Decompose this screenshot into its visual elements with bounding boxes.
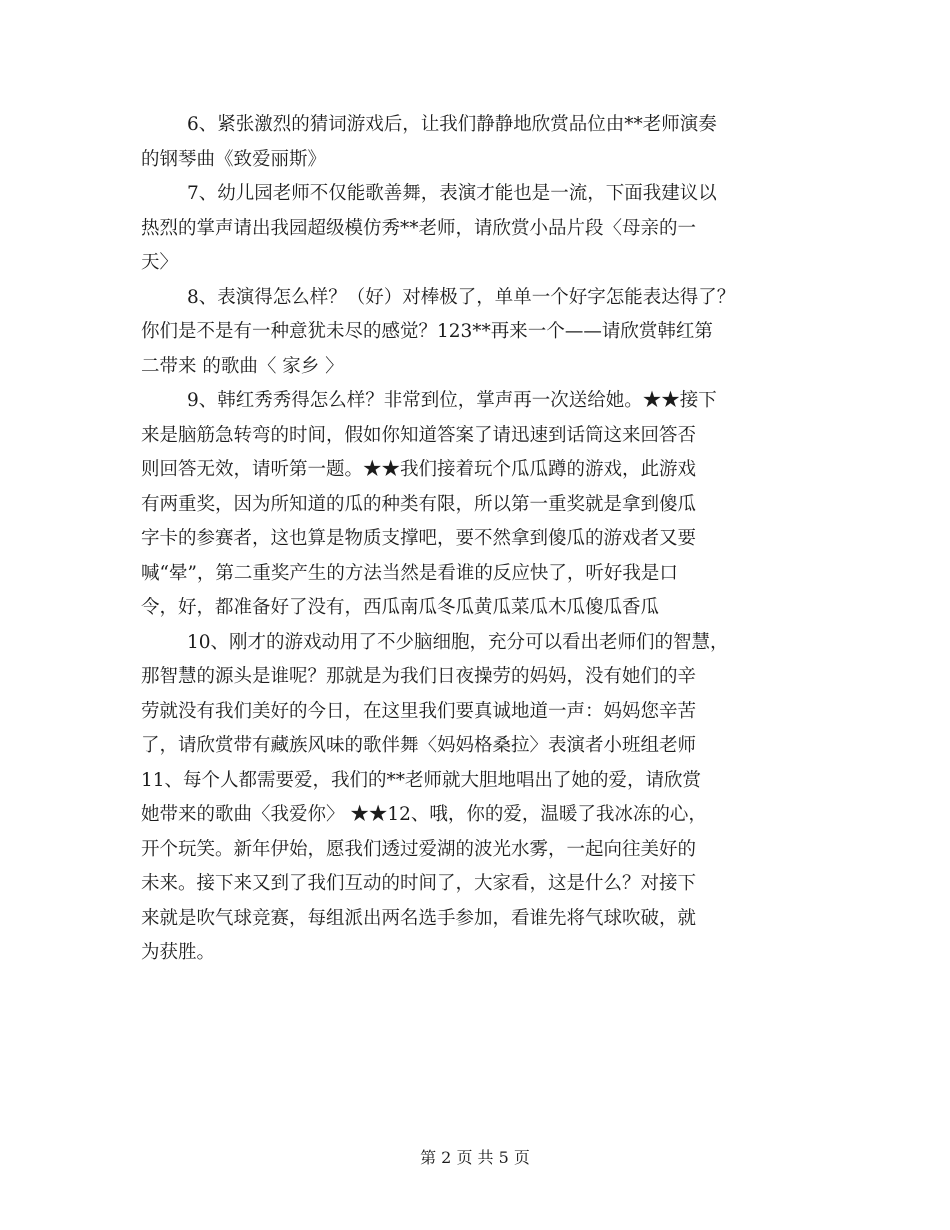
paragraph-10-line-2: 那智慧的源头是谁呢？那就是为我们日夜操劳的妈妈，没有她们的辛: [141, 666, 697, 687]
paragraph-7-line-2: 热烈的掌声请出我园超级模仿秀**老师，请欣赏小品片段〈母亲的一: [141, 217, 697, 239]
page-footer: [0, 1148, 950, 1168]
paragraph-9-line-2: 来是脑筋急转弯的时间，假如你知道答案了请迅速到话筒这来回答否: [141, 424, 697, 446]
paragraph-9-line-5: 字卡的参赛者，这也算是物质支撑吧，要不然拿到傻瓜的游戏者又要: [141, 528, 697, 549]
paragraph-8-line-3: 二带来 的歌曲〈 家乡 〉: [141, 355, 344, 377]
paragraph-11-line-5: 来就是吹气球竞赛，每组派出两名选手参加，看谁先将气球吹破，就: [141, 907, 697, 929]
paragraph-9-line-7: 令，好，都准备好了没有，西瓜南瓜冬瓜黄瓜菜瓜木瓜傻瓜香瓜: [141, 597, 660, 618]
paragraph-8-line-1: 8、表演得怎么样？（好）对棒极了，单单一个好字怎能表达得了？: [187, 286, 736, 308]
paragraph-6-line-1: 6、紧张激烈的猜词游戏后，让我们静静地欣赏品位由**老师演奏: [187, 114, 717, 135]
paragraph-10-line-4: 了，请欣赏带有藏族风味的歌伴舞〈妈妈格桑拉〉表演者小班组老师: [141, 735, 697, 756]
paragraph-6-line-2: 的钢琴曲《致爱丽斯》: [141, 148, 327, 170]
paragraph-10-line-1: 10、刚才的游戏动用了不少脑细胞，充分可以看出老师们的智慧，: [187, 631, 729, 653]
paragraph-8-line-2: 你们是不是有一种意犹未尽的感觉？123**再来一个——请欣赏韩红第: [141, 321, 713, 342]
paragraph-7-line-3: 天〉: [141, 252, 179, 273]
page-number-label: 第 2 页 共 5 页: [420, 1148, 530, 1167]
paragraph-10-line-3: 劳就没有我们美好的今日，在这里我们要真诚地道一声：妈妈您辛苦: [141, 700, 697, 722]
document-body: [141, 108, 811, 971]
paragraph-11-line-6: 为获胜。: [141, 942, 216, 963]
paragraph-11-line-2: 她带来的歌曲〈我爱你〉 ★★12、哦，你的爱，温暖了我冰冻的心，: [141, 804, 707, 825]
paragraph-9-line-6: 喊“晕”，第二重奖产生的方法当然是看谁的反应快了，听好我是口: [141, 562, 678, 584]
paragraph-11-line-4: 未来。接下来又到了我们互动的时间了，大家看，这是什么？对接下: [141, 873, 697, 894]
paragraph-7-line-1: 7、幼儿园老师不仅能歌善舞，表演才能也是一流，下面我建议以: [187, 183, 717, 204]
paragraph-11-line-1: 11、每个人都需要爱，我们的**老师就大胆地唱出了她的爱，请欣赏: [141, 769, 702, 791]
paragraph-9-line-1: 9、韩红秀秀得怎么样？非常到位，掌声再一次送给她。★★接下: [187, 390, 717, 411]
paragraph-9-line-3: 则回答无效，请听第一题。★★我们接着玩个瓜瓜蹲的游戏，此游戏: [141, 459, 697, 480]
paragraph-11-line-3: 开个玩笑。新年伊始，愿我们透过爱湖的波光水雾，一起向往美好的: [141, 838, 697, 860]
paragraph-9-line-4: 有两重奖，因为所知道的瓜的种类有限，所以第一重奖就是拿到傻瓜: [141, 493, 697, 515]
